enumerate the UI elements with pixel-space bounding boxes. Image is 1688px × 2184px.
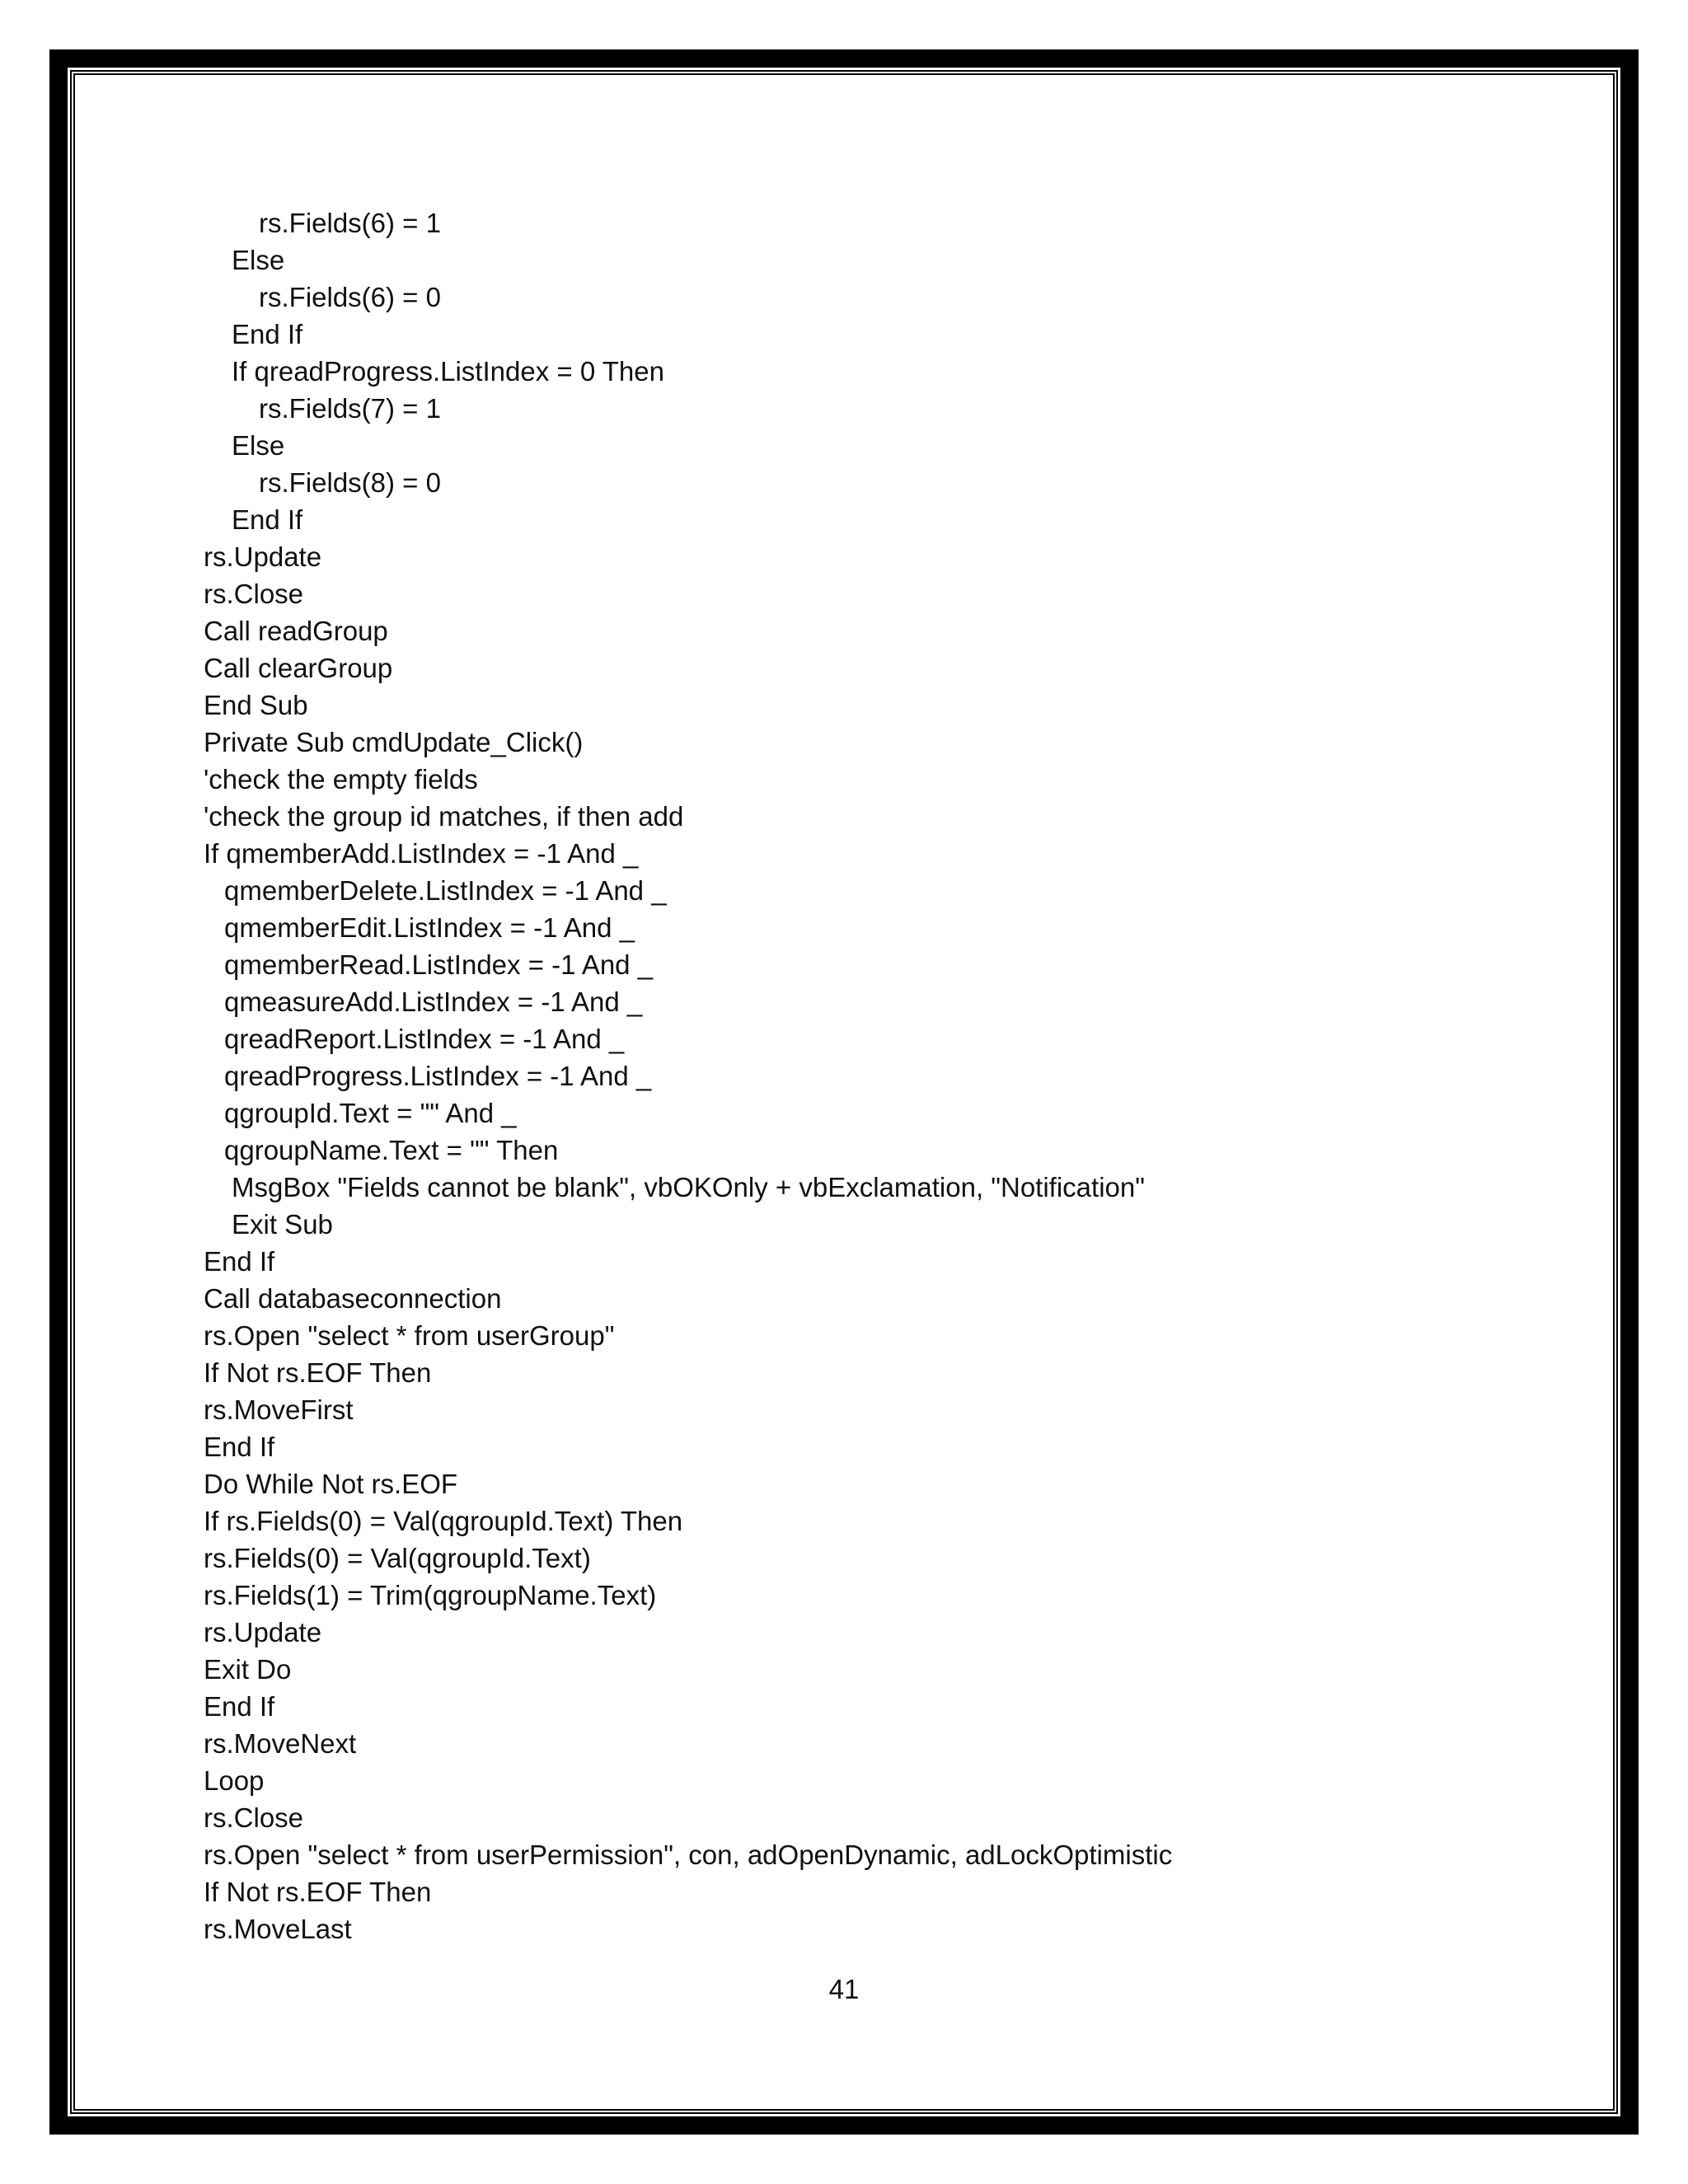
- code-line: qgroupName.Text = "" Then: [224, 1135, 559, 1165]
- code-line: rs.Fields(7) = 1: [259, 393, 441, 424]
- code-line: rs.Update: [204, 541, 322, 572]
- code-line: rs.Open "select * from userGroup": [204, 1320, 615, 1351]
- code-line: Call databaseconnection: [204, 1283, 502, 1314]
- code-line: rs.Fields(8) = 0: [259, 467, 441, 498]
- code-line: End If: [204, 1246, 275, 1277]
- code-line: rs.MoveFirst: [204, 1394, 354, 1425]
- code-line: If rs.Fields(0) = Val(qgroupId.Text) Then: [204, 1506, 683, 1536]
- code-line: qgroupId.Text = "" And _: [224, 1098, 517, 1128]
- code-line: 'check the group id matches, if then add: [204, 801, 684, 832]
- code-line: rs.Fields(6) = 1: [259, 208, 441, 238]
- code-line: 'check the empty fields: [204, 764, 478, 794]
- code-line: rs.Update: [204, 1617, 322, 1647]
- code-line: qmemberDelete.ListIndex = -1 And _: [224, 875, 667, 906]
- code-line: rs.MoveLast: [204, 1914, 352, 1944]
- code-line: rs.Fields(0) = Val(qgroupId.Text): [204, 1543, 591, 1573]
- code-line: qmeasureAdd.ListIndex = -1 And _: [224, 987, 643, 1017]
- code-line: If Not rs.EOF Then: [204, 1357, 432, 1388]
- code-line: qmemberRead.ListIndex = -1 And _: [224, 949, 654, 980]
- code-line: Exit Do: [204, 1654, 292, 1685]
- code-line: Exit Sub: [232, 1209, 333, 1240]
- code-line: If Not rs.EOF Then: [204, 1877, 432, 1907]
- code-line: Call clearGroup: [204, 653, 393, 683]
- code-line: qreadProgress.ListIndex = -1 And _: [224, 1061, 652, 1091]
- code-line: rs.Close: [204, 579, 304, 609]
- code-line: Private Sub cmdUpdate_Click(): [204, 727, 584, 757]
- code-line: Call readGroup: [204, 616, 388, 646]
- code-line: qreadReport.ListIndex = -1 And _: [224, 1024, 625, 1054]
- code-line: Loop: [204, 1765, 265, 1796]
- code-line: rs.Close: [204, 1802, 304, 1833]
- code-line: MsgBox "Fields cannot be blank", vbOKOnly + vbExclamation, "Notification": [232, 1172, 1145, 1202]
- code-line: End If: [204, 1691, 275, 1722]
- code-line: End If: [204, 1432, 275, 1462]
- code-line: Do While Not rs.EOF: [204, 1469, 458, 1499]
- code-line: Else: [232, 430, 285, 461]
- code-line: Else: [232, 245, 285, 275]
- code-line: rs.Fields(6) = 0: [259, 282, 441, 312]
- code-line: If qreadProgress.ListIndex = 0 Then: [232, 356, 664, 387]
- code-line: End If: [232, 504, 303, 535]
- page-number: 41: [828, 1974, 860, 2004]
- code-line: If qmemberAdd.ListIndex = -1 And _: [204, 838, 639, 869]
- code-line: End If: [232, 319, 303, 349]
- code-listing: [204, 204, 1172, 1947]
- code-line: rs.Fields(1) = Trim(qgroupName.Text): [204, 1580, 657, 1610]
- code-line: qmemberEdit.ListIndex = -1 And _: [224, 912, 635, 943]
- code-line: End Sub: [204, 690, 308, 720]
- code-line: rs.Open "select * from userPermission", con, adOpenDynamic, adLockOptimistic: [204, 1840, 1173, 1870]
- code-line: rs.MoveNext: [204, 1728, 357, 1759]
